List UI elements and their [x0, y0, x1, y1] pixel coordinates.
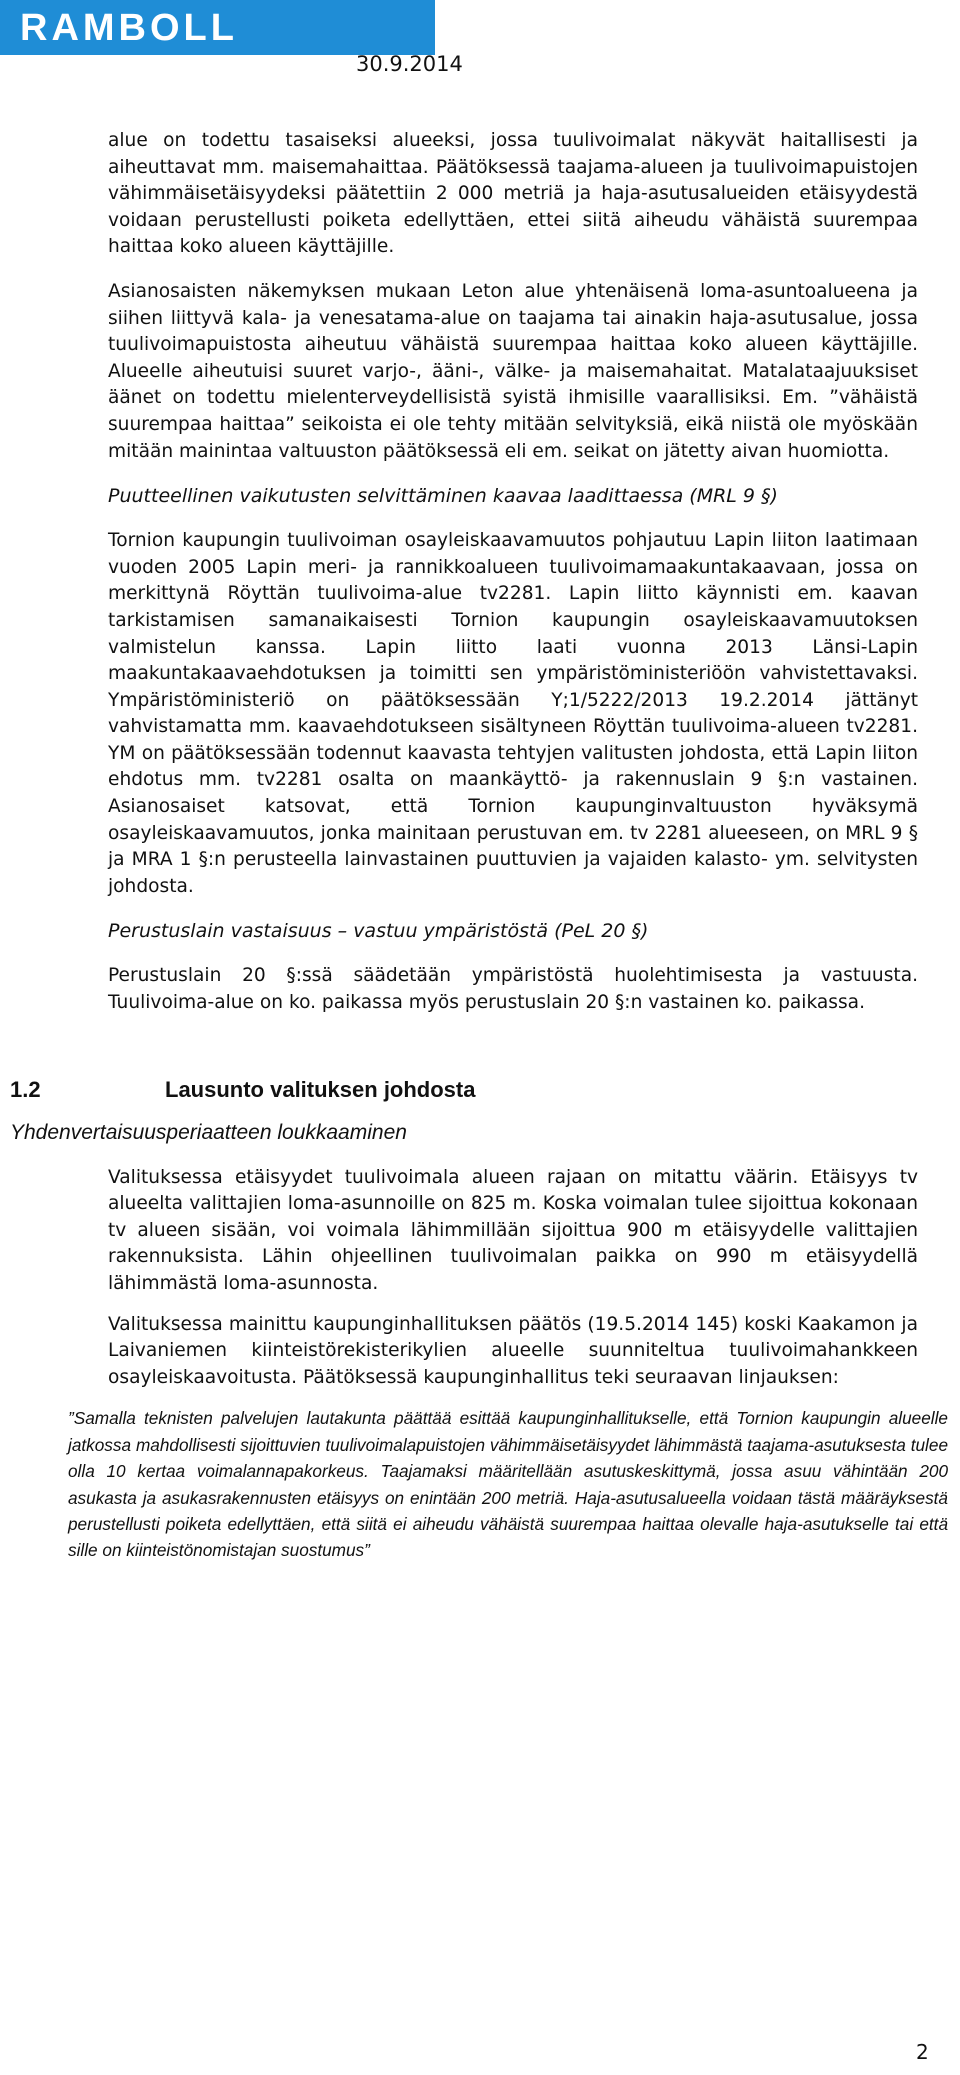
paragraph: Tornion kaupungin tuulivoiman osayleiskaavamuutos pohjautuu Lapin liiton laatimaan vuoden 2005 Lapin meri- ja rannikkoalueen tuulivoimamaakuntakaavaan, jossa on merkittynä Röyttän tuulivoima-alue tv2281. Lapin liitto käynnisti em. kaavan tarkistamisen samanaikaisesti Tornion kaupungin osayleiskaavamuutoksen valmistelun kanssa. Lapin liitto laati vuonna 2013 Länsi-Lapin maakuntakaavaehdotuksen ja toimitti sen ympäristöministeriöön vahvistettavaksi. Ympäristöministeriö on päätöksessään Y;1/5222/2013 19.2.2014 jättänyt vahvistamatta mm. kaavaehdotukseen sisältyneen Röyttän tuulivoima-alueen tv2281. YM on päätöksessään todennut kaavasta tehtyjen valitusten johdosta, että Lapin liiton ehdotus mm. tv2281 osalta on maankäyttö- ja rakennuslain 9 §:n vastainen. Asianosaiset katsovat, että Tornion kaupunginvaltuuston hyväksymä osayleiskaavamuutos, jonka mainitaan perustuvan em. tv 2281 alueeseen, on MRL 9 § ja MRA 1 §:n perusteella lainvastainen puuttuvien ja vajaiden kalasto- ym. selvitysten johdosta.: [108, 530, 918, 897]
ramboll-logo: RAMBOLL: [20, 7, 238, 49]
page-number: 2: [916, 2040, 929, 2064]
block-quote: ”Samalla teknisten palvelujen lautakunta päättää esittää kaupunginhallitukselle, että Tornion kaupungin alueelle jatkossa mahdollisesti sijoittuvien tuulivoimalapuistojen vähimmäisetäisyydet lähimmästä taajama-asutuksesta tulee olla 10 kertaa voimalannapakorkeus. Taajamaksi määritellään asutuskeskittymä, jossa asuu vähintään 200 asukasta ja asukasrakennusten etäisyys on enintään 200 metriä. Haja-asutusalueella voidaan tästä määräyksestä perustellusti poiketa edellyttäen, että siitä ei aiheudu vähäistä suurempaa haittaa olevalle haja-asutukselle tai että sille on kiinteistönomistajan suostumus”: [68, 1408, 948, 1561]
section-subtitle: Yhdenvertaisuusperiaatteen loukkaaminen: [10, 1120, 407, 1144]
italic-heading: Puutteellinen vaikutusten selvittäminen kaavaa laadittaessa (MRL 9 §): [108, 485, 778, 508]
paragraph: Valituksessa mainittu kaupunginhallituksen päätös (19.5.2014 145) koski Kaakamon ja Laivaniemen kiinteistörekisterikylien alueelle suunniteltua tuulivoimahankkeen osayleiskaavoitusta. Päätöksessä kaupunginhallitus teki seuraavan linjauksen:: [108, 1313, 918, 1388]
section-title: Lausunto valituksen johdosta: [165, 1076, 476, 1102]
paragraph: Valituksessa etäisyydet tuulivoimala alueen rajaan on mitattu väärin. Etäisyys tv alueelta valittajien loma-asunnoille on 825 m. Koska voimalan tulee sijoittua kokonaan tv alueen sisään, voi voimala lähimmillään sijoittua 900 m etäisyydelle valittajien rakennuksista. Lähin ohjeellinen tuulivoimalan paikka on 990 m etäisyydellä lähimmästä loma-asunnosta.: [108, 1166, 918, 1294]
paragraph: alue on todettu tasaiseksi alueeksi, jossa tuulivoimalat näkyvät haitallisesti ja aiheuttavat mm. maisemahaittaa. Päätöksessä taajama-alueen ja tuulivoimapuistojen vähimmäisetäisyydeksi päätettiin 2 000 metriä ja haja-asutusalueiden etäisyydestä voidaan perustellusti poiketa edellyttäen, ettei siitä aiheudu vähäistä suurempaa haittaa koko alueen käyttäjille.: [108, 130, 918, 258]
paragraph: Perustuslain 20 §:ssä säädetään ympäristöstä huolehtimisesta ja vastuusta. Tuulivoima-alue on ko. paikassa myös perustuslain 20 §:n vastainen ko. paikassa.: [108, 965, 918, 1014]
document-date: 30.9.2014: [356, 52, 463, 76]
section-heading: [10, 1075, 918, 1105]
document-body: [10, 128, 948, 1564]
italic-heading: Perustuslain vastaisuus – vastuu ympäristöstä (PeL 20 §): [108, 920, 649, 943]
paragraph: Asianosaisten näkemyksen mukaan Leton alue yhtenäisenä loma-asuntoalueena ja siihen liittyvä kala- ja venesatama-alue on taajama tai ainakin haja-asutusalue, jossa tuulivoimapuistosta aiheutuu vähäistä suurempaa haittaa koko alueen käyttäjille. Alueelle aiheutuisi suuret varjo-, ääni-, välke- ja maisemahaitat. Matalataajuuksiset äänet on todettu mielenterveydellisistä syistä ihmisille vaarallisiksi. Em. ”vähäistä suurempaa haittaa” seikoista ei ole tehty mitään selvityksiä, eikä niistä ole myöskään mitään mainintaa valtuuston päätöksessä eli em. seikat on jätetty aivan huomiotta.: [108, 280, 918, 462]
section-number: 1.2: [10, 1076, 41, 1102]
header-band: [0, 0, 435, 55]
